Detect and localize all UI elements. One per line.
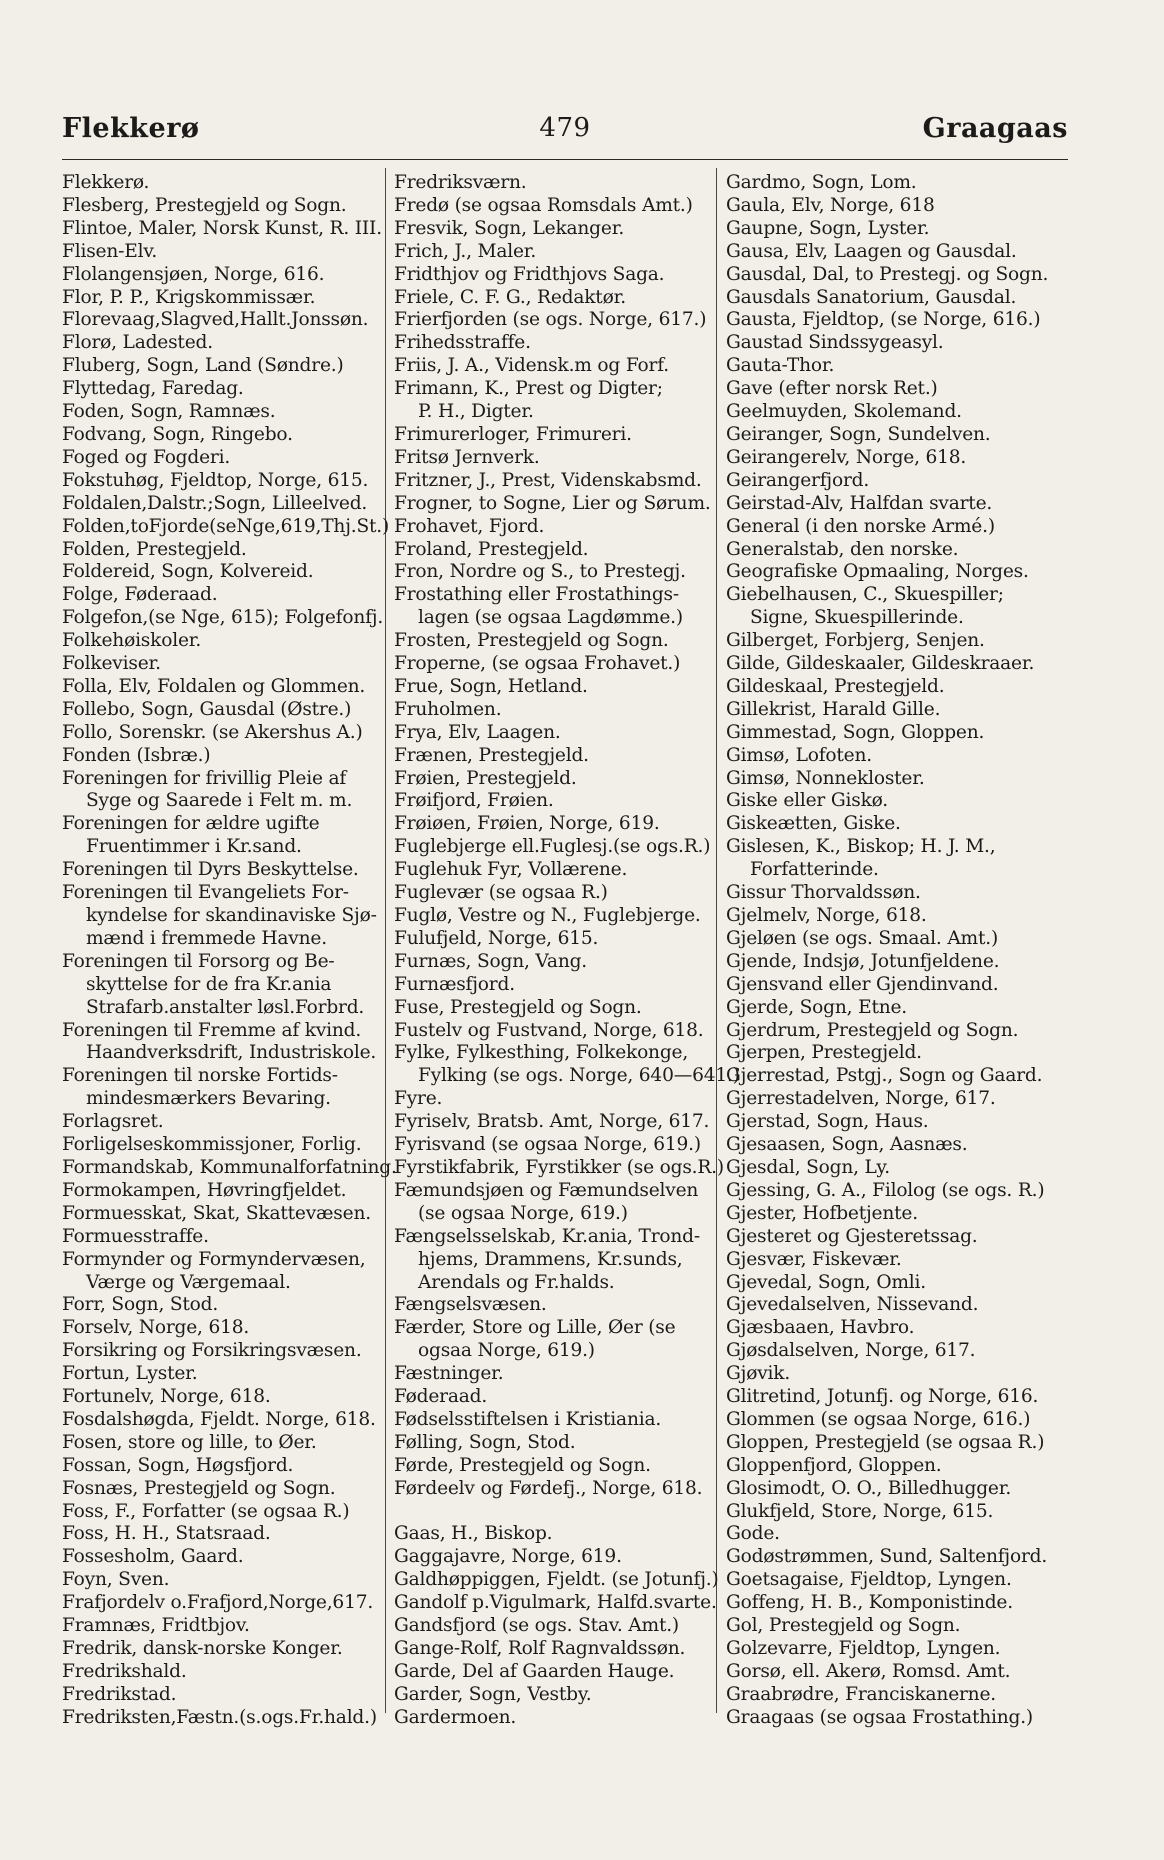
index-entry-continuation: Syge og Saarede i Felt m. m.	[86, 790, 353, 812]
index-entry: Froland, Prestegjeld.	[394, 538, 589, 560]
index-entry: Fron, Nordre og S., to Prestegj.	[394, 561, 686, 583]
index-entry: Gildeskaal, Prestegjeld.	[726, 675, 945, 697]
index-entry: Geirangerelv, Norge, 618.	[726, 446, 967, 468]
index-entry: Fuglehuk Fyr, Vollærene.	[394, 859, 628, 881]
index-entry: Fredrik, dansk-norske Konger.	[62, 1638, 343, 1659]
index-entry: Fyrisvand (se ogsaa Norge, 619.)	[394, 1134, 701, 1156]
header-rule	[62, 159, 1068, 160]
index-entry: Glosimodt, O. O., Billedhugger.	[726, 1477, 1012, 1499]
index-entry-continuation: P. H., Digter.	[418, 401, 534, 423]
index-entry: Formynder og Formyndervæsen,	[62, 1248, 366, 1270]
index-entry: Gol, Prestegjeld og Sogn.	[726, 1615, 961, 1637]
index-entry: Gausdals Sanatorium, Gausdal.	[726, 286, 1017, 308]
index-entry: Gjevedal, Sogn, Omli.	[726, 1271, 926, 1293]
index-entry: Gjøvik.	[726, 1363, 791, 1385]
index-entry: Foyn, Sven.	[62, 1569, 170, 1591]
index-entry: Frierfjorden (se ogs. Norge, 617.)	[394, 309, 707, 331]
index-entry: Fritzner, J., Prest, Videnskabsmd.	[394, 469, 702, 491]
index-entry: Fredriksværn.	[394, 172, 527, 193]
index-entry: Gaggajavre, Norge, 619.	[394, 1546, 622, 1568]
index-entry: Giebelhausen, C., Skuespiller;	[726, 584, 1004, 606]
index-entry: Fustelv og Fustvand, Norge, 618.	[394, 1019, 704, 1041]
index-entry-continuation: hjems, Drammens, Kr.sunds,	[418, 1248, 683, 1270]
index-entry: Frosten, Prestegjeld og Sogn.	[394, 630, 669, 652]
index-entry: Formandskab, Kommunalforfatning.	[62, 1156, 397, 1178]
index-entry: Frøifjord, Frøien.	[394, 790, 554, 812]
index-entry: Gausta, Fjeldtop, (se Norge, 616.)	[726, 309, 1041, 331]
index-entry: Frohavet, Fjord.	[394, 515, 545, 537]
index-entry: Friis, J. A., Vidensk.m og Forf.	[394, 355, 669, 377]
header-last-word: Graagaas	[922, 113, 1068, 144]
index-entry: Gilde, Gildeskaaler, Gildeskraaer.	[726, 653, 1035, 675]
index-entry: Fokstuhøg, Fjeldtop, Norge, 615.	[62, 469, 369, 491]
index-entry: Frya, Elv, Laagen.	[394, 721, 561, 743]
index-entry: Fossan, Sogn, Høgsfjord.	[62, 1454, 294, 1476]
index-entry: Frihedsstraffe.	[394, 332, 531, 354]
index-entry: Foged og Fogderi.	[62, 446, 231, 468]
index-entry: Gilberget, Forbjerg, Senjen.	[726, 630, 985, 652]
index-entry: Frogner, to Sogne, Lier og Sørum.	[394, 492, 711, 514]
index-entry: Fosen, store og lille, to Øer.	[62, 1431, 317, 1453]
index-entry: Gaas, H., Biskop.	[394, 1523, 553, 1545]
index-entry: Flisen-Elv.	[62, 240, 158, 262]
index-entry: Florevaag,Slagved,Hallt.Jonssøn.	[62, 309, 369, 331]
index-entry: Forlagsret.	[62, 1111, 164, 1133]
index-entry: Fæmundsjøen og Fæmundselven	[394, 1179, 699, 1201]
index-entry: Flekkerø.	[62, 172, 150, 193]
index-entry: Friele, C. F. G., Redaktør.	[394, 286, 626, 308]
index-entry: Forselv, Norge, 618.	[62, 1317, 250, 1339]
index-entry: Geiranger, Sogn, Sundelven.	[726, 423, 991, 445]
index-entry-continuation: Forfatterinde.	[750, 859, 879, 881]
index-entry: Gange-Rolf, Rolf Ragnvaldssøn.	[394, 1637, 686, 1659]
column-left	[62, 172, 397, 1730]
index-entry: Fredrikshald.	[62, 1660, 187, 1682]
index-entry: Goetsagaise, Fjeldtop, Lyngen.	[726, 1569, 1012, 1591]
index-entry: Gjesteret og Gjesteretssag.	[726, 1225, 978, 1247]
index-entry: Gode.	[726, 1523, 780, 1545]
index-entry: Frich, J., Maler.	[394, 240, 537, 262]
index-entry: Fyre.	[394, 1088, 443, 1110]
index-entry: Goffeng, H. B., Komponistinde.	[726, 1592, 1013, 1614]
index-entry: Gimsø, Lofoten.	[726, 744, 872, 766]
index-entry: Forsikring og Forsikringsvæsen.	[62, 1340, 362, 1362]
index-entry: Fodvang, Sogn, Ringebo.	[62, 423, 293, 445]
index-entry-continuation: Signe, Skuespillerinde.	[750, 607, 964, 629]
index-entry: Fredriksten,Fæstn.(s.ogs.Fr.hald.)	[62, 1706, 377, 1728]
index-entry: Garder, Sogn, Vestby.	[394, 1683, 592, 1705]
index-entry: Gjester, Hofbetjente.	[726, 1202, 918, 1224]
index-entry: Gjende, Indsjø, Jotunfjeldene.	[726, 950, 1000, 972]
index-entry: Fridthjov og Fridthjovs Saga.	[394, 263, 665, 285]
index-entry: Florø, Ladested.	[62, 332, 213, 354]
index-entry: Folden,toFjorde(seNge,619,Thj.St.)	[62, 515, 390, 537]
index-entry: Frostathing eller Frostathings-	[394, 584, 679, 606]
index-entry: Glommen (se ogsaa Norge, 616.)	[726, 1408, 1031, 1430]
index-entry: Giske eller Giskø.	[726, 790, 889, 812]
index-entry: General (i den norske Armé.)	[726, 515, 995, 537]
index-entry: Gloppen, Prestegjeld (se ogsaa R.)	[726, 1431, 1045, 1453]
index-entry: Godøstrømmen, Sund, Saltenfjord.	[726, 1546, 1048, 1568]
index-entry: Gardmo, Sogn, Lom.	[726, 172, 917, 193]
index-entry: Folgefon,(se Nge, 615); Folgefonfj.	[62, 607, 384, 629]
index-entry: Follebo, Sogn, Gausdal (Østre.)	[62, 698, 352, 720]
index-entry: Gjerrestad, Pstgj., Sogn og Gaard.	[726, 1065, 1043, 1087]
index-entry: Geirangerfjord.	[726, 469, 870, 491]
index-entry: Gjeløen (se ogs. Smaal. Amt.)	[726, 927, 999, 949]
index-entry: Førde, Prestegjeld og Sogn.	[394, 1454, 651, 1476]
index-entry: Folge, Føderaad.	[62, 584, 218, 606]
index-entry: Gjerstad, Sogn, Haus.	[726, 1111, 929, 1133]
index-entry: Folkeviser.	[62, 653, 161, 675]
index-entry: Gloppenfjord, Gloppen.	[726, 1454, 942, 1476]
index-entry: Fritsø Jernverk.	[394, 446, 540, 468]
index-entry: Gardermoen.	[394, 1706, 517, 1728]
index-entry: Folkehøiskoler.	[62, 630, 202, 652]
index-entry: Flyttedag, Faredag.	[62, 378, 244, 400]
index-entry: Fredø (se ogsaa Romsdals Amt.)	[394, 194, 693, 216]
index-entry: Frøien, Prestegjeld.	[394, 767, 577, 789]
index-entry: Fuse, Prestegjeld og Sogn.	[394, 996, 642, 1018]
page-header	[62, 113, 1068, 153]
index-entry: Foreningen til Evangeliets For-	[62, 882, 349, 904]
index-entry: Fylke, Fylkesthing, Folkekonge,	[394, 1042, 689, 1064]
index-entry: Gjelmelv, Norge, 618.	[726, 905, 927, 926]
index-entry: Frimurerloger, Frimureri.	[394, 423, 632, 445]
index-entry: Galdhøppiggen, Fjeldt. (se Jotunfj.)	[394, 1569, 719, 1591]
index-entry: Frænen, Prestegjeld.	[394, 744, 589, 766]
index-entry-continuation: Arendals og Fr.halds.	[418, 1271, 615, 1293]
index-entry: Gjerrestadelven, Norge, 617.	[726, 1088, 996, 1110]
index-entry: Foldereid, Sogn, Kolvereid.	[62, 561, 314, 583]
index-entry: Gjensvand eller Gjendinvand.	[726, 973, 999, 995]
column-middle	[394, 172, 740, 1730]
index-entry: Fortun, Lyster.	[62, 1363, 198, 1385]
index-entry: Gjevedalselven, Nissevand.	[726, 1294, 979, 1316]
index-entry-continuation: Haandverksdrift, Industriskole.	[86, 1042, 377, 1064]
index-entry: Fæstninger.	[394, 1363, 504, 1385]
index-entry-continuation: mænd i fremmede Havne.	[86, 927, 327, 949]
index-entry-continuation: Værge og Værgemaal.	[86, 1271, 291, 1293]
index-entry: Formokampen, Høvringfjeldet.	[62, 1179, 347, 1201]
index-entry: Forr, Sogn, Stod.	[62, 1294, 219, 1316]
index-entry: Fresvik, Sogn, Lekanger.	[394, 217, 625, 239]
index-entry-continuation: lagen (se ogsaa Lagdømme.)	[418, 607, 683, 629]
header-first-word: Flekkerø	[62, 113, 200, 144]
index-entry: Gausa, Elv, Laagen og Gausdal.	[726, 240, 1017, 262]
index-entry: Gaupne, Sogn, Lyster.	[726, 217, 930, 239]
column-divider	[716, 168, 717, 1713]
index-entry: Formuesstraffe.	[62, 1225, 209, 1247]
index-entry: Gjesvær, Fiskevær.	[726, 1248, 902, 1270]
index-entry: Formuesskat, Skat, Skattevæsen.	[62, 1202, 371, 1224]
index-entry-continuation: kyndelse for skandinaviske Sjø-	[86, 905, 377, 926]
index-entry: Glitretind, Jotunfj. og Norge, 616.	[726, 1386, 1039, 1408]
index-entry: Fossesholm, Gaard.	[62, 1546, 244, 1568]
index-entry: Gissur Thorvaldssøn.	[726, 882, 921, 904]
index-entry: Flintoe, Maler, Norsk Kunst, R. III.	[62, 217, 382, 239]
index-entry: Forligelseskommissjoner, Forlig.	[62, 1134, 362, 1156]
index-entry: Fosdalshøgda, Fjeldt. Norge, 618.	[62, 1408, 376, 1430]
index-entry: Gjerdrum, Prestegjeld og Sogn.	[726, 1019, 1019, 1041]
index-entry: Fødselsstiftelsen i Kristiania.	[394, 1408, 662, 1430]
index-entry: Fyrstikfabrik, Fyrstikker (se ogs.R.)	[394, 1156, 724, 1178]
index-entry: Folden, Prestegjeld.	[62, 538, 247, 560]
index-entry: Gjesaasen, Sogn, Aasnæs.	[726, 1134, 968, 1156]
index-entry: Fortunelv, Norge, 618.	[62, 1386, 271, 1408]
index-entry: Gimmestad, Sogn, Gloppen.	[726, 721, 985, 743]
index-entry: Fyriselv, Bratsb. Amt, Norge, 617.	[394, 1111, 710, 1133]
index-entry: Foreningen til norske Fortids-	[62, 1065, 338, 1087]
index-entry: Gillekrist, Harald Gille.	[726, 698, 941, 720]
index-entry: Foreningen for ældre ugifte	[62, 813, 320, 835]
index-entry: Førdeelv og Førdefj., Norge, 618.	[394, 1477, 703, 1499]
index-entry: Foreningen til Fremme af kvind.	[62, 1019, 362, 1041]
index-entry: Gaula, Elv, Norge, 618	[726, 194, 935, 216]
index-entry: Foreningen til Forsorg og Be-	[62, 950, 335, 972]
index-entry: Gislesen, K., Biskop; H. J. M.,	[726, 836, 996, 858]
index-entry: Giskeætten, Giske.	[726, 813, 901, 835]
index-entry: Furnæsfjord.	[394, 973, 515, 995]
index-entry: Foden, Sogn, Ramnæs.	[62, 401, 276, 423]
index-entry-continuation: Fruentimmer i Kr.sand.	[86, 836, 302, 858]
index-entry: Follo, Sorenskr. (se Akershus A.)	[62, 721, 363, 743]
index-entry: Graagaas (se ogsaa Frostathing.)	[726, 1706, 1033, 1728]
index-entry: Gjøsdalselven, Norge, 617.	[726, 1340, 976, 1362]
index-entry: Folla, Elv, Foldalen og Glommen.	[62, 675, 366, 697]
index-entry: Fængselsvæsen.	[394, 1294, 547, 1316]
index-entry: Geirstad-Alv, Halfdan svarte.	[726, 492, 993, 514]
index-entry: Gjessing, G. A., Filolog (se ogs. R.)	[726, 1179, 1045, 1201]
index-entry: Fosnæs, Prestegjeld og Sogn.	[62, 1477, 336, 1499]
index-entry: Gandsfjord (se ogs. Stav. Amt.)	[394, 1615, 679, 1637]
index-entry: Fængselsselskab, Kr.ania, Trond-	[394, 1225, 700, 1247]
index-entry-continuation: Fylking (se ogs. Norge, 640—641.)	[418, 1065, 740, 1087]
index-entry-continuation: (se ogsaa Norge, 619.)	[418, 1202, 628, 1224]
index-entry: Fruholmen.	[394, 698, 502, 720]
index-entry: Gjerpen, Prestegjeld.	[726, 1042, 922, 1064]
index-entry-continuation: skyttelse for de fra Kr.ania	[86, 973, 332, 995]
index-entry: Flolangensjøen, Norge, 616.	[62, 263, 325, 285]
index-entry: Flesberg, Prestegjeld og Sogn.	[62, 194, 347, 216]
index-entry: Framnæs, Fridtbjov.	[62, 1615, 250, 1637]
index-entry: Foreningen for frivillig Pleie af	[62, 767, 347, 789]
index-entry-continuation: ogsaa Norge, 619.)	[418, 1340, 595, 1362]
index-entry: Gimsø, Nonnekloster.	[726, 767, 925, 789]
index-entry: Frimann, K., Prest og Digter;	[394, 378, 663, 400]
index-entry: Foss, F., Forfatter (se ogsaa R.)	[62, 1500, 350, 1522]
index-entry: Gave (efter norsk Ret.)	[726, 378, 938, 400]
index-entry: Fluberg, Sogn, Land (Søndre.)	[62, 355, 344, 377]
column-divider	[385, 168, 386, 1713]
index-entry: Frue, Sogn, Hetland.	[394, 675, 588, 697]
index-entry-continuation: Strafarb.anstalter løsl.Forbrd.	[86, 996, 365, 1018]
index-entry: Gjesdal, Sogn, Ly.	[726, 1156, 890, 1178]
index-entry: Generalstab, den norske.	[726, 538, 959, 560]
index-entry: Fuglø, Vestre og N., Fuglebjerge.	[394, 905, 701, 926]
index-entry: Fonden (Isbræ.)	[62, 744, 211, 766]
index-entry: Furnæs, Sogn, Vang.	[394, 950, 588, 972]
index-entry: Fulufjeld, Norge, 615.	[394, 927, 599, 949]
index-entry: Fredrikstad.	[62, 1683, 177, 1705]
index-entry: Foreningen til Dyrs Beskyttelse.	[62, 859, 359, 881]
index-entry: Gjæsbaaen, Havbro.	[726, 1317, 915, 1339]
index-entry: Glukfjeld, Store, Norge, 615.	[726, 1500, 994, 1522]
index-entry: Gausdal, Dal, to Prestegj. og Sogn.	[726, 263, 1049, 285]
column-right	[726, 172, 1049, 1730]
index-entry: Garde, Del af Gaarden Hauge.	[394, 1660, 675, 1682]
index-entry: Gorsø, ell. Akerø, Romsd. Amt.	[726, 1660, 1011, 1682]
index-entry: Geelmuyden, Skolemand.	[726, 401, 962, 423]
index-entry: Flor, P. P., Krigskommissær.	[62, 286, 316, 308]
index-entry: Frøiøen, Frøien, Norge, 619.	[394, 813, 660, 835]
index-entry: Frafjordelv o.Frafjord,Norge,617.	[62, 1592, 374, 1614]
index-entry: Gaustad Sindssygeasyl.	[726, 332, 944, 354]
index-entry: Geografiske Opmaaling, Norges.	[726, 561, 1029, 583]
index-entry: Færder, Store og Lille, Øer (se	[394, 1317, 676, 1339]
index-entry: Gjerde, Sogn, Etne.	[726, 996, 908, 1018]
index-entry: Føderaad.	[394, 1386, 488, 1408]
index-entry: Følling, Sogn, Stod.	[394, 1431, 576, 1453]
index-entry: Golzevarre, Fjeldtop, Lyngen.	[726, 1638, 1001, 1659]
index-entry: Foldalen,Dalstr.;Sogn, Lilleelved.	[62, 492, 368, 514]
index-entry: Gauta-Thor.	[726, 355, 835, 377]
index-entry: Gandolf p.Vigulmark, Halfd.svarte.	[394, 1592, 717, 1614]
index-entry: Graabrødre, Franciskanerne.	[726, 1683, 996, 1705]
index-entry-continuation: mindesmærkers Bevaring.	[86, 1088, 331, 1110]
index-entry: Foss, H. H., Statsraad.	[62, 1523, 271, 1545]
index-entry: Fuglebjerge ell.Fuglesj.(se ogs.R.)	[394, 836, 711, 858]
index-entry: Fuglevær (se ogsaa R.)	[394, 882, 608, 904]
index-entry: Froperne, (se ogsaa Frohavet.)	[394, 653, 681, 675]
page-number: 479	[539, 113, 591, 143]
